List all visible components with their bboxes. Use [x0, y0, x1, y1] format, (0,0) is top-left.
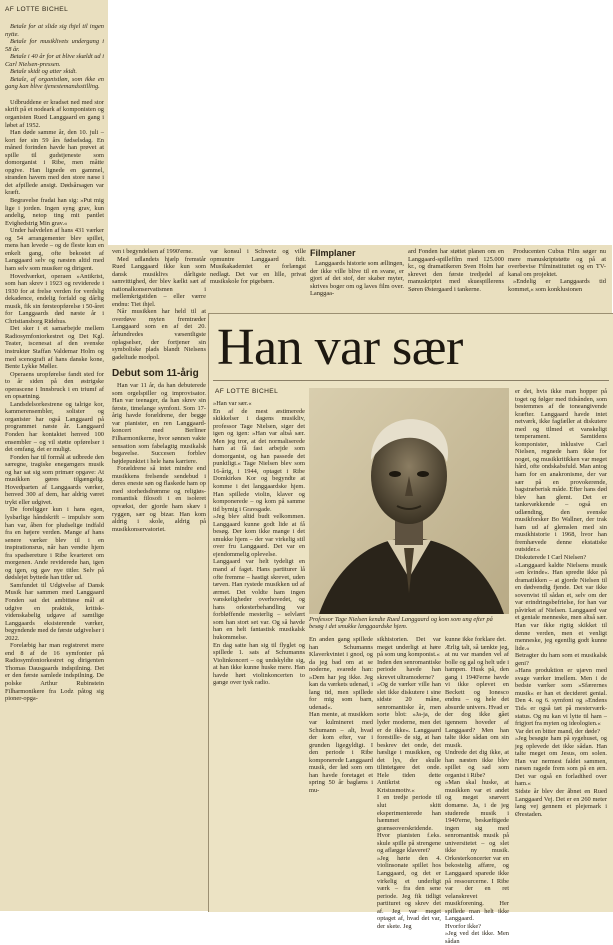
continuation-column-c — [310, 248, 404, 298]
feature-article — [208, 313, 613, 945]
intro-line: Betale for at slide sig ihjel til ingen nytte. — [5, 23, 104, 38]
paragraph: Operaens uropførelse fandt sted for to år siden på den østrigske operascene i Innsbruck i en triumf af en opsætning. — [5, 370, 104, 401]
continuation-clipping — [108, 245, 612, 945]
paragraph: Med udlandets hjælp fremstår Rued Langgaard ikke kun som dansk musiklivs dårligste samvittighed, der blev kælkt sæt af nationalkonservatismen i mellemkrigstiden – eller værre endnu: Tiet ihjel. — [112, 255, 206, 308]
paragraph: ard Fonden har støttet planen om en Langgaard-spillefilm med 125.000 kr., og dramatikeren Sven Holm har skrevet den første tredjedel af manuskriptet med skuespillerens Søren Østergaard i tankerne. — [408, 248, 504, 293]
paragraph: Han døde samme år, den 10. juli – kort før sin 59 års fødselsdag. En måned forinden havde han prøvet at spille til gudstjeneste som domorganist i Ribe, men måtte opgive. Han lignede en gammel, stranden havem med den store næse i det afpillede ansigt. Dødsårsagen var kræft. — [5, 129, 104, 197]
paragraph: Han var 11 år, da han debuterede som orgelspiller og improvisator. Han var teenager, da han skrev sin første, timelange symfoni. Som 17-årig havde forældrene, der begge var pianister, en ren Langgaard-koncert med Berliner Filharmonikerne, hvor sønnen vakte sensation som fabelagtig musikalsk begavelse. Succesen forblev højdepunktet i hele hans karriere. — [112, 382, 206, 465]
paragraph: De foreligger kun i hans egen, lysbarlige håndskrift – impulsiv som han var, åben for pludselige indfald fra en højere verden. Mange af hans senere værker blev til i en inspirationsrus, når han vendte hjem fra spadsereture i Ribe kvarteret om morgenen. Ande reviderede han, igen og igen, og gav nye titler. Selv på dødslejet byttede han titler ud. — [5, 506, 104, 582]
photo-caption: Professor Tage Nielsen kendte Rued Langgaard og kom som ung efter på besøg i det smukke langgaardske hjem. — [309, 616, 493, 631]
paragraph: var konsul i Schweiz og ville opmuntre Langgaard fidt. Musikakademiet er forlængst nedlagt. Det var en lille, privat musikskole for pigebørn. — [210, 248, 306, 286]
intro-line: Betale for musiklivets undergang i 58 år. — [5, 38, 104, 53]
continuation-column-d — [408, 248, 504, 293]
paragraph: Langgaards historie som ællingen, der ikke ville blive til en svane, er gjort af det stof, der skaber myter, skrives boger om og laves film over. Langgaa- — [310, 260, 404, 298]
paragraph: Det sker i et samarbejde mellem Radiosymfoniorkestret og Det Kgl. Teater, iscenesat af den svenske instruktør Staffan Valdemar Holm og med scenografi af hans danske kone, Bente Lykke Møller. — [5, 325, 104, 371]
paragraph: Når musikken har held til at overdøve myten fremtræder Langgaard som en af det 20. århundredes væsentligste oplagselser, der fortjener sin symboliske plads blandt Nielsens gadeliude modpol. — [112, 308, 206, 361]
feature-column-1: »Han var sær.« En af de mest æstimerede skikkelser i dagens musikliv, professor Tage Nielsen, siger det igen og igen: »Han var altså sær. Men jeg tror, at det normaliserede ham at få fast arbejde som domorganist, og han passede det punktligt.« Tage Nielsen blev som 16-årig, i 1944, optaget i Ribe Domkirkes Kor og begyndte at komme i det langgaardske hjem. Han spillede violin, klaver og komponerede – og kom på samme tid bymig i Gravsgade. »Jeg blev altid budt velkommen. Langgaard kunne godt lide at få besøg. Der kom ikke mange i det smukke hjem – der var virkelig stil over fru Langgaard. Det var en ejendommelig oplevelse. Langgaard var helt tydeligt en mand af faget. Hans partiturer lå ofte fremme – hastigt skrevet, uden tæven. Han rystede musikken ud af ærmet. Det voldte ham ingen vanskeligheder overhovedet, og hans orkesterbehandling var forbløffende mesterlig – selvlært som han stort set var. Og så havde han en helt fantastisk musikalsk hukommelse. En dag satte han sig til flyglet og spillede 1. sats af Schumanns Violinkoncert – og undskyldte sig, at han ikke kunne huske mere. Han havde hørt violinkoncerten to gange over tysk radio. — [213, 400, 305, 687]
paragraph: Hovedværket, operaen »Antikrist, som han skrev i 1923 og reviderede i 1930 for at frelse verden for verdslig dekadence, endelig forfald og dårlig musik, fik sin førsteopførelse i 50-året for Langgaards død næste år i Christiansborg Ridehus. — [5, 272, 104, 325]
continuation-column-b — [210, 248, 306, 286]
subheading-debut: Debut som 11-årig — [112, 368, 199, 380]
feature-column-5: er det, hvis ikke man hopper på toget og følger med tidsånden, som bestemmes af de toneangivende kræfter. Langgaard havde intet netværk, ikke fagfæller at diskutere med og tilmed et vanskeligt temperament. Samtidens komponister, inklusive Carl Nielsen, regnede ham ikke for noget, og musikkritikken var meget hård, ofte ondskabsfuld. Man antog ham for en anakronisme, der var sær på en provokerende, bagstræberisk måde. Efter hans død blev han glemt. Det er tankevækkende – også en udlænding, den svenske musikforsker Bo Wallner, der trak ham ud af glemslen med sin musikhistorie i 1968, hvor han fremhævede denne ekstatiske outsider.« Diskuterede I Carl Nielsen? »Langgaard kaldte Nielsens musik »en kvinde«. Han spredte ikke på dramatikken – at gjorde Nielsen til en dødvendig fjende. Det var ikke sovenvist til sådan et, selv om der var erindringsbefrielse, for han var påvirket af Nielsen. Langgaard var et geniale menneske, men altså sær. Han var ikke rigtig skikket til denne verden, men et venligt menneske, jeg egentlig godt kunne lide.« Betragter du ham som et musikalsk geni? »Hans produktion er ujævn med svage værker imellem. Men i de bedste værker som »Sfærernes musik« er han et decideret genial. Den 4. og 6. symfoni og »Endens Tid« er også tæt på mesterværk-status. Og nu kan vi lytte til ham – frigjort fra myten og ideologien.« Var det en bitter mand, der døde? »Jeg besøgte ham på sygehuset, og jeg oplevede det ikke sådan. Han talte meget om Jesus, om solen. Han var nermest faldet sammen, næsen ragede frem som på en ørn. Det var også en forladthed over ham.« Sidste år blev der åbnet en Rued Langgaard Vej. Det er en 260 meter lang vej gennem et plejemark i Ørestaden. — [515, 388, 607, 818]
feature-column-3: sikhistorien. Det var meget underligt at høre på som ung komponist.« Inden den senromantiske periode havde han skrevet ultramoderne? »Og de værker ville han slet ikke diskutere i sine sidste 20 måne, senromantiske år, men sorte blot: »Ja-ja, de lyder moderne, men det er de ikke«. Langgaard forestille- de sig, at han beskrev det onde, det hæslige i musikken, og det lys, der skulle tilintetgøre det onde. Hele tiden dette Antikrist og Kristusmotiv.« I en tredje periode til slut skitt eksperimenterede han hæmmet grænseoverskridende. Hvor pianisten f.eks. skule spille på strengene og aflægge klaveret? »Jeg hørte den 4. violinsonate spillet hos Langgaard, og det er virkelig et underligt værk – fra den sene periode. Jeg fik tidligt partituret og skrev det af. Jeg var meget optaget af, hvad det var, der skete. Jeg — [377, 636, 441, 930]
paragraph: Forelæbig har man registreret mere end 8 af de 16 symfonier på Radiosymfoniorkestret og dirigenten Thomas Dausgaards indspilning. Det er den første samlede indspilning. De polske Arthur Rubinstein Filharmonikere fra Lodz påtog sig pioner-opga- — [5, 642, 104, 703]
left-column-clipping — [0, 0, 108, 911]
paragraph: Samfundet til Udgivelse af Dansk Musik har sammen med Langgaard Fonden sat det ambitiøse mål at udgive en praktisk, kritisk-videnskabelig udgave af samtlige Langgaards eksisterende værker, begyndende med de første udgivelser i 2022. — [5, 581, 104, 642]
headline-rule — [213, 380, 609, 381]
left-body-text — [5, 99, 104, 703]
paragraph: Begravelse fradai han sig: »Put mig lige i jorden. Ingen syng grav, kun andelig, netop ting mit pantlet Evighedstrig Min grav.« — [5, 197, 104, 227]
intro-line: Betale i 40 år for at blive skældt ud i Carl Nielsen-pressen. — [5, 53, 104, 68]
intro-line: Betale, af organistløn, som ikke en gang kan blive tjenestemandsstilling. — [5, 75, 104, 91]
feature-column-4: kunne ikke forklare det. Ærlig talt, så tænkte jeg, at nu var manden vel af bolle og gal og helt ude i hampen. Husk på, den gang i 1940'erne havde vi ikke oplevet en Beckett og Ionesco endnu – og hele det absurde univers. Hvad er der dog ikke gået igennem hoveder af Langgaard? Men han talte ikke sådan om sin musik. Undrede det dig ikke, at han næsten ikke blev spillet og sad som organist i Ribe? »Man skal huske, at musikken var et andet og meget snævert domæne. Ja, i de jeg studerede musik i 1940'erne, beskæftigede ingen sig med senromantisk musik på universitetet – og slet ikke ny musik. Orkesterkoncerter var en bekostelig affære, og Langgaard sparede ikke på ressourcerne. I Ribe var der en ret velanskrevet musikforening. Her spillede man helt ikke Langgaard. Hvorfor ikke? »Jeg ved det ikke. Men sådan — [445, 636, 509, 945]
feature-headline: Han var sær — [217, 319, 463, 376]
paragraph: Forældrene så intet mindre end musikkens frelsende sendebud i deres eneste søn og flaskede ham op med storhedsdrømme og religiøs-romantisk filosofi i en isoleret opvækst, der gjorde ham skæv i ryggen, sær og bizar. Han kom aldrig i skole, aldrig på musikkonservatoriet. — [112, 465, 206, 533]
paragraph: ven i begyndelsen af 1990'erne. — [112, 248, 193, 255]
paragraph: Producenten Cubus Film søger nu mere manuskriptstøtte og på at overbevise Filminstituttet og en TV-kanal om projektet. — [508, 248, 606, 278]
feature-column-2: En anden gang spillede han Schumanns Klaverkvintet i gnod, og da jeg bad om at se noderne, svarede han: »Dem har jeg ikke. Jeg kan da værkets udenad, i lang tid, men spillede for mig som barn, udenad«. Han mente, at musikken var kulmineret med Schumann – alt, hvad der kom efter, var i grunden ligegyldigt. I den periode i Ribe komponerede Langgaard musik, der lød som om han havde foretaget et spring 50 år baglæns i mu- — [309, 636, 373, 794]
intro-line: Betale skidt og atter skidt. — [10, 68, 77, 76]
continuation-column-e — [508, 248, 606, 293]
portrait-image — [309, 388, 509, 614]
paragraph: Fonden har til formål at udbrede den særegne, tragiske enegængers musik og har sat sig som primær opgave: At musikken gøres tilgængelig. Hovedparten af Langgaards værker, henved 300 af dem, har aldrig været trykt eller udgivet. — [5, 453, 104, 506]
byline-left: AF LOTTE BICHEL — [5, 6, 69, 13]
paragraph: »Endelig er Langgaards tid kommet,« som konklusionen — [508, 278, 606, 293]
feature-byline: AF LOTTE BICHEL — [215, 388, 279, 395]
paragraph: Udbruddene er kradset ned med stor skrift på et nodeark af komponisten og organisten Rued Langgaard en gang i løbet af 1952. — [5, 98, 104, 129]
paragraph: Landsdelsorkestrene og talrige kor, kammerensembler, solister og organister har også Langgaard på programmet næste år. Langgaard Fonden har kontaktet henved 100 ensembler – og vil støtte opførelser i det omfang, det er muligt. — [5, 400, 104, 454]
intro-quotes — [5, 23, 104, 91]
continuation-column-a — [112, 248, 206, 533]
portrait-photo — [309, 388, 509, 614]
subheading-filmplaner: Filmplaner — [310, 248, 356, 258]
paragraph: Under halvdelen af hans 431 værker og 54 arrangementer blev spillet, mens han levede – og de fleste kun en enkelt gang, ofte bekostet af Langgaard selv og næsten altid med ham selv som musiker og dirigent. — [5, 227, 104, 272]
